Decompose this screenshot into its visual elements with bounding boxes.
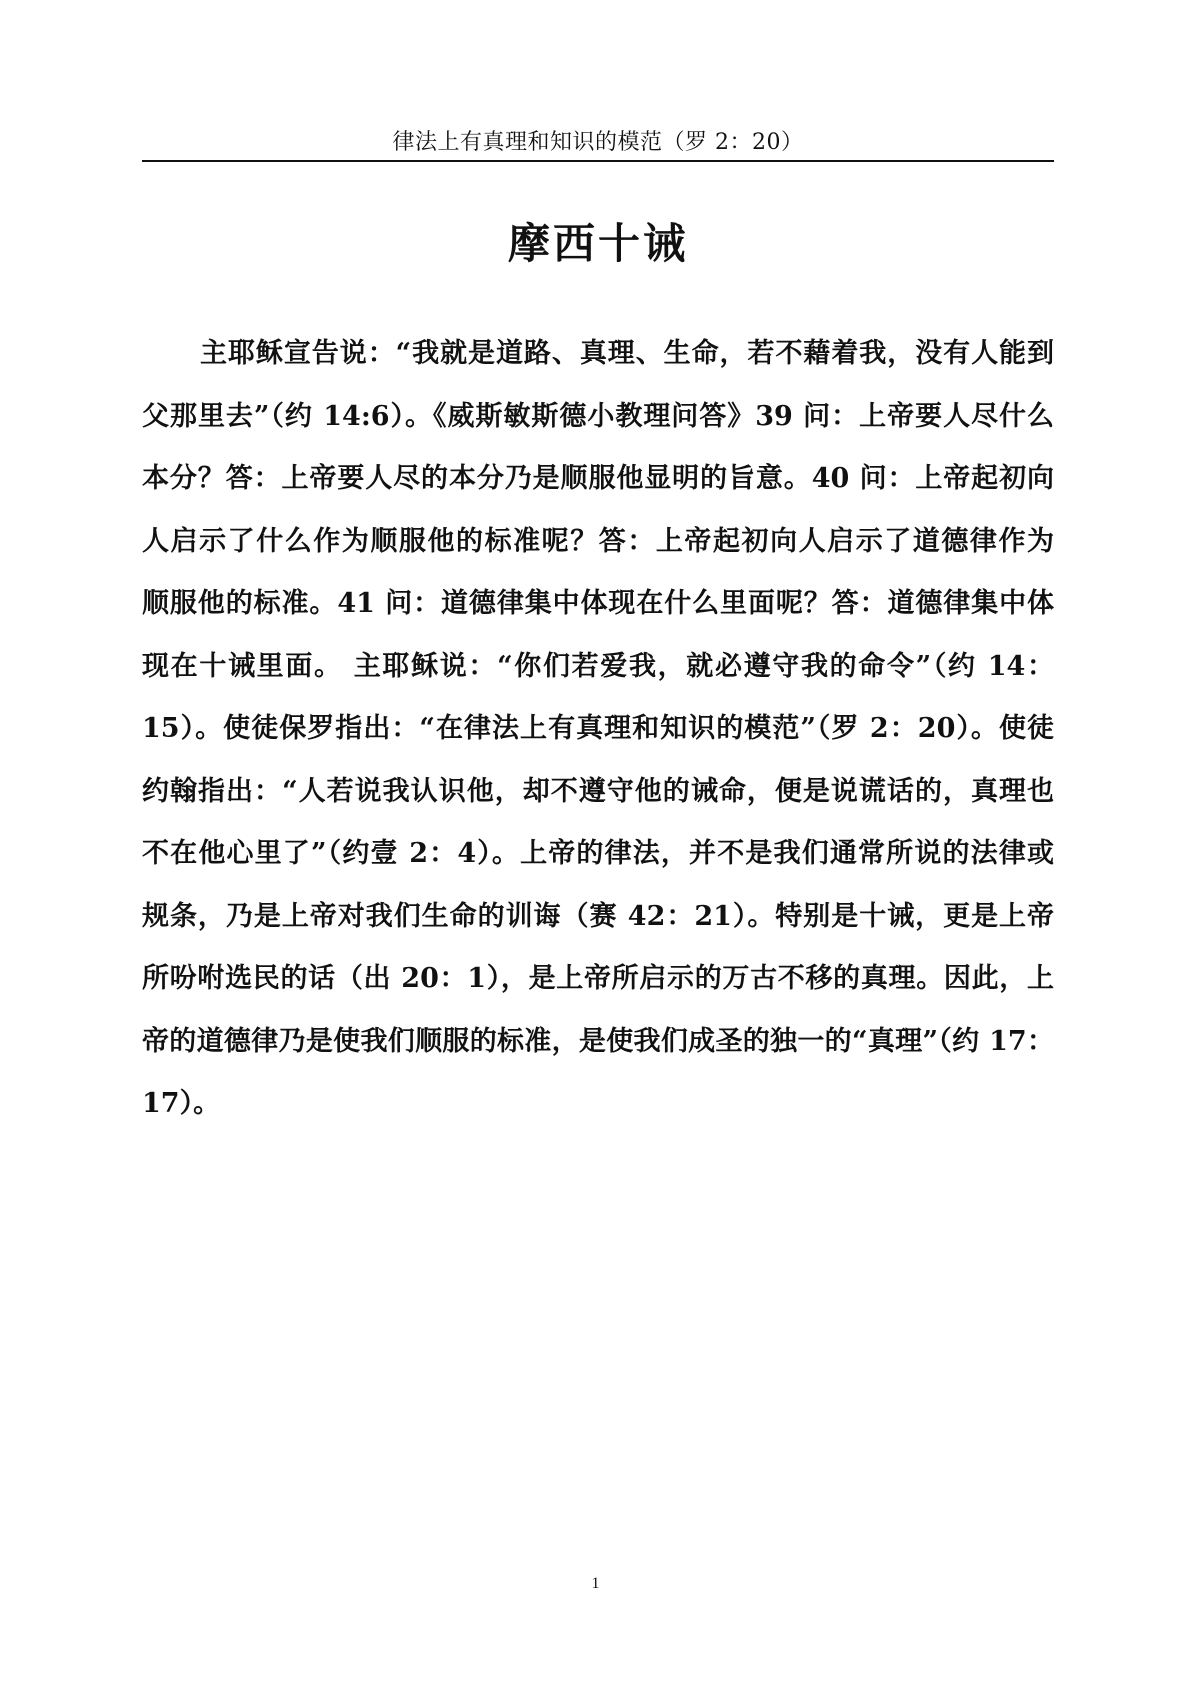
paragraph-line: 所吩咐选民的话（出 20：1），是上帝所启示的万古不移的真理。因此，上 [142, 963, 1054, 994]
document-title: 摩西十诫 [507, 219, 688, 268]
body-paragraph [142, 323, 1054, 1136]
paragraph-line: 帝的道德律乃是使我们顺服的标准，是使我们成圣的独一的“真理”（约 17： [142, 1025, 1054, 1057]
paragraph-line: 17）。 [142, 1088, 221, 1119]
paragraph-line: 规条，乃是上帝对我们生命的训诲（赛 42：21）。特别是十诫，更是上帝 [142, 900, 1054, 932]
paragraph-line: 父那里去”（约 14:6）。《威斯敏斯德小教理问答》39 问：上帝要人尽什么 [142, 400, 1054, 432]
paragraph-line: 主耶稣宣告说：“我就是道路、真理、生命，若不藉着我，没有人能到 [200, 338, 1054, 369]
paragraph-line: 不在他心里了”（约壹 2：4）。上帝的律法，并不是我们通常所说的法律或 [142, 838, 1054, 869]
page-number: 1 [591, 1575, 600, 1592]
paragraph-line: 15）。使徒保罗指出：“在律法上有真理和知识的模范”（罗 2：20）。使徒 [142, 713, 1054, 744]
paragraph-line: 约翰指出：“人若说我认识他，却不遵守他的诫命，便是说谎话的，真理也 [142, 775, 1054, 807]
paragraph-line: 现在十诫里面。 主耶稣说：“你们若爱我，就必遵守我的命令”（约 14： [142, 650, 1054, 682]
running-header: 律法上有真理和知识的模范（罗 2：20） [142, 128, 1054, 162]
paragraph-line: 顺服他的标准。41 问：道德律集中体现在什么里面呢？答：道德律集中体 [142, 588, 1054, 619]
paragraph-line: 人启示了什么作为顺服他的标准呢？答：上帝起初向人启示了道德律作为 [142, 525, 1054, 557]
paragraph-line: 本分？答：上帝要人尽的本分乃是顺服他显明的旨意。40 问：上帝起初向 [142, 463, 1054, 494]
